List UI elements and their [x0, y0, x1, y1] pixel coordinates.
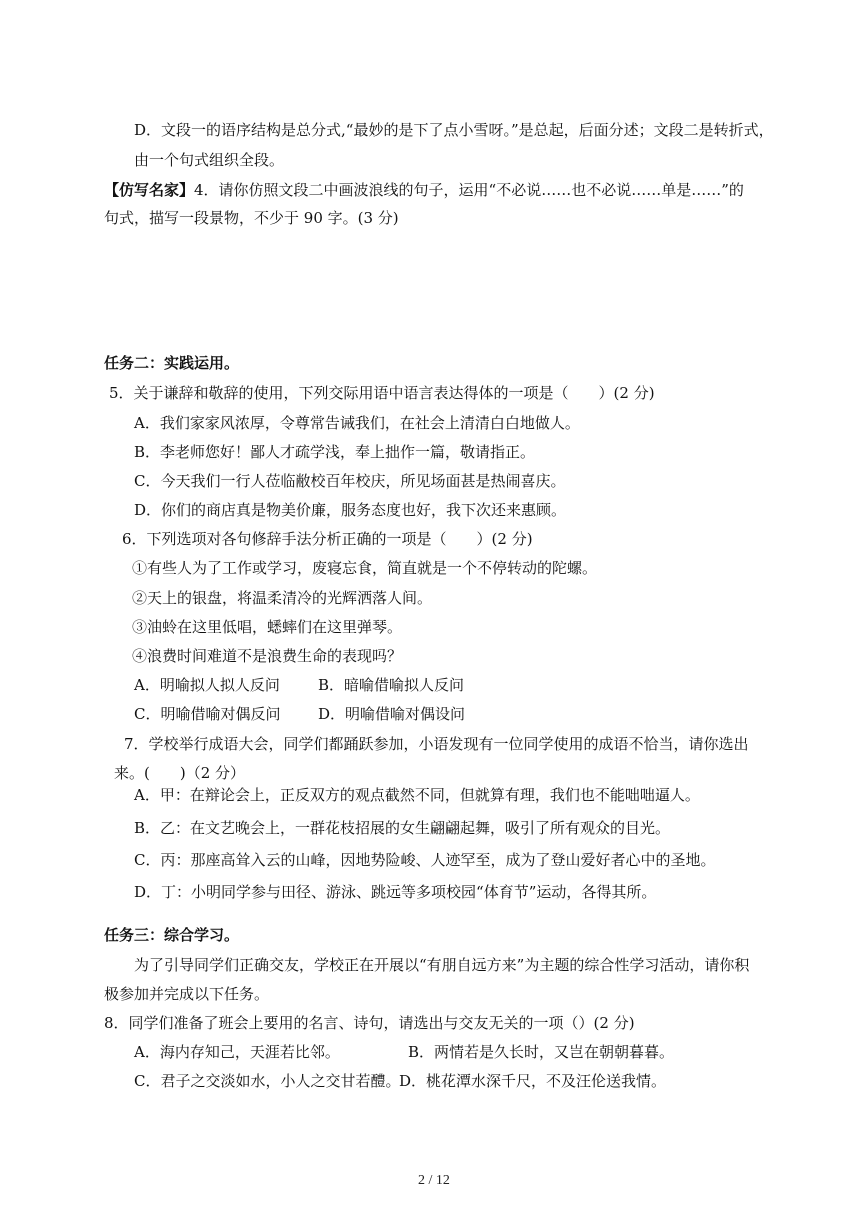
q7-option-a: A．甲：在辩论会上，正反双方的观点截然不同，但就算有理，我们也不能咄咄逼人。 — [134, 786, 700, 804]
q7-option-c: C．丙：那座高耸入云的山峰，因地势险峻、人迹罕至，成为了登山爱好者心中的圣地。 — [134, 851, 716, 869]
q8-stem: 8．同学们准备了班会上要用的名言、诗句，请选出与交友无关的一项（）(2 分) — [104, 1014, 635, 1032]
q6-sentence-2: ②天上的银盘，将温柔清冷的光辉洒落人间。 — [132, 589, 433, 607]
q8-option-d: D．桃花潭水深千尺，不及汪伦送我情。 — [399, 1072, 667, 1090]
page-number: 2 / 12 — [418, 1173, 450, 1188]
q4-tag: 【仿写名家】 — [104, 181, 195, 199]
q6-option-d: D．明喻借喻对偶设问 — [318, 705, 466, 723]
q5-stem: 5．关于谦辞和敬辞的使用，下列交际用语中语言表达得体的一项是（ ）(2 分) — [109, 384, 655, 402]
q5-option-d: D．你们的商店真是物美价廉，服务态度也好，我下次还来惠顾。 — [134, 501, 567, 519]
q4-stem-line1 — [104, 180, 744, 200]
q7-option-b: B．乙：在文艺晚会上，一群花枝招展的女生翩翩起舞，吸引了所有观众的目光。 — [134, 819, 671, 837]
q4-text: 4．请你仿照文段二中画波浪线的句子，运用“不必说……也不必说……单是……”的 — [194, 181, 744, 199]
q8-option-c: C．君子之交淡如水，小人之交甘若醴。 — [134, 1072, 401, 1090]
q5-option-a: A．我们家家风浓厚，令尊常告诫我们，在社会上清清白白地做人。 — [134, 414, 580, 432]
q6-sentence-3: ③油蛉在这里低唱，蟋蟀们在这里弹琴。 — [132, 618, 403, 636]
q3-option-d-line2: 由一个句式组织全段。 — [134, 151, 285, 169]
q3-option-d-line1: D．文段一的语序结构是总分式,“最妙的是下了点小雪呀。”是总起，后面分述；文段二是转折式， — [134, 121, 774, 139]
q4-stem-line2: 句式，描写一段景物，不少于 90 字。(3 分) — [104, 209, 399, 227]
task3-intro-line1: 为了引导同学们正确交友，学校正在开展以“有朋自远方来”为主题的综合性学习活动，请你积 — [134, 956, 750, 974]
task3-heading: 任务三：综合学习。 — [104, 926, 240, 944]
q5-option-c: C．今天我们一行人莅临敝校百年校庆，所见场面甚是热闹喜庆。 — [134, 472, 566, 490]
q6-sentence-1: ①有些人为了工作或学习，废寝忘食，简直就是一个不停转动的陀螺。 — [132, 559, 598, 577]
task2-heading: 任务二：实践运用。 — [104, 354, 240, 372]
q8-option-a: A．海内存知己，天涯若比邻。 — [134, 1043, 340, 1061]
q6-option-b: B．暗喻借喻拟人反问 — [318, 676, 465, 694]
q5-option-b: B．李老师您好！鄙人才疏学浅，奉上拙作一篇，敬请指正。 — [134, 443, 536, 461]
q6-stem: 6．下列选项对各句修辞手法分析正确的一项是（ ）(2 分) — [122, 530, 533, 548]
q7-option-d: D．丁：小明同学参与田径、游泳、跳远等多项校园“体育节”运动，各得其所。 — [134, 883, 657, 901]
task3-intro-line2: 极参加并完成以下任务。 — [104, 985, 270, 1003]
q8-option-b: B．两情若是久长时，又岂在朝朝暮暮。 — [408, 1043, 675, 1061]
q6-sentence-4: ④浪费时间难道不是浪费生命的表现吗？ — [132, 647, 403, 665]
q6-option-a: A．明喻拟人拟人反问 — [134, 676, 280, 694]
q7-stem-line2: 来。( )（2 分） — [114, 764, 246, 782]
q7-stem-line1: 7．学校举行成语大会，同学们都踊跃参加，小语发现有一位同学使用的成语不恰当，请你选出 — [124, 735, 749, 753]
q6-option-c: C．明喻借喻对偶反问 — [134, 705, 281, 723]
